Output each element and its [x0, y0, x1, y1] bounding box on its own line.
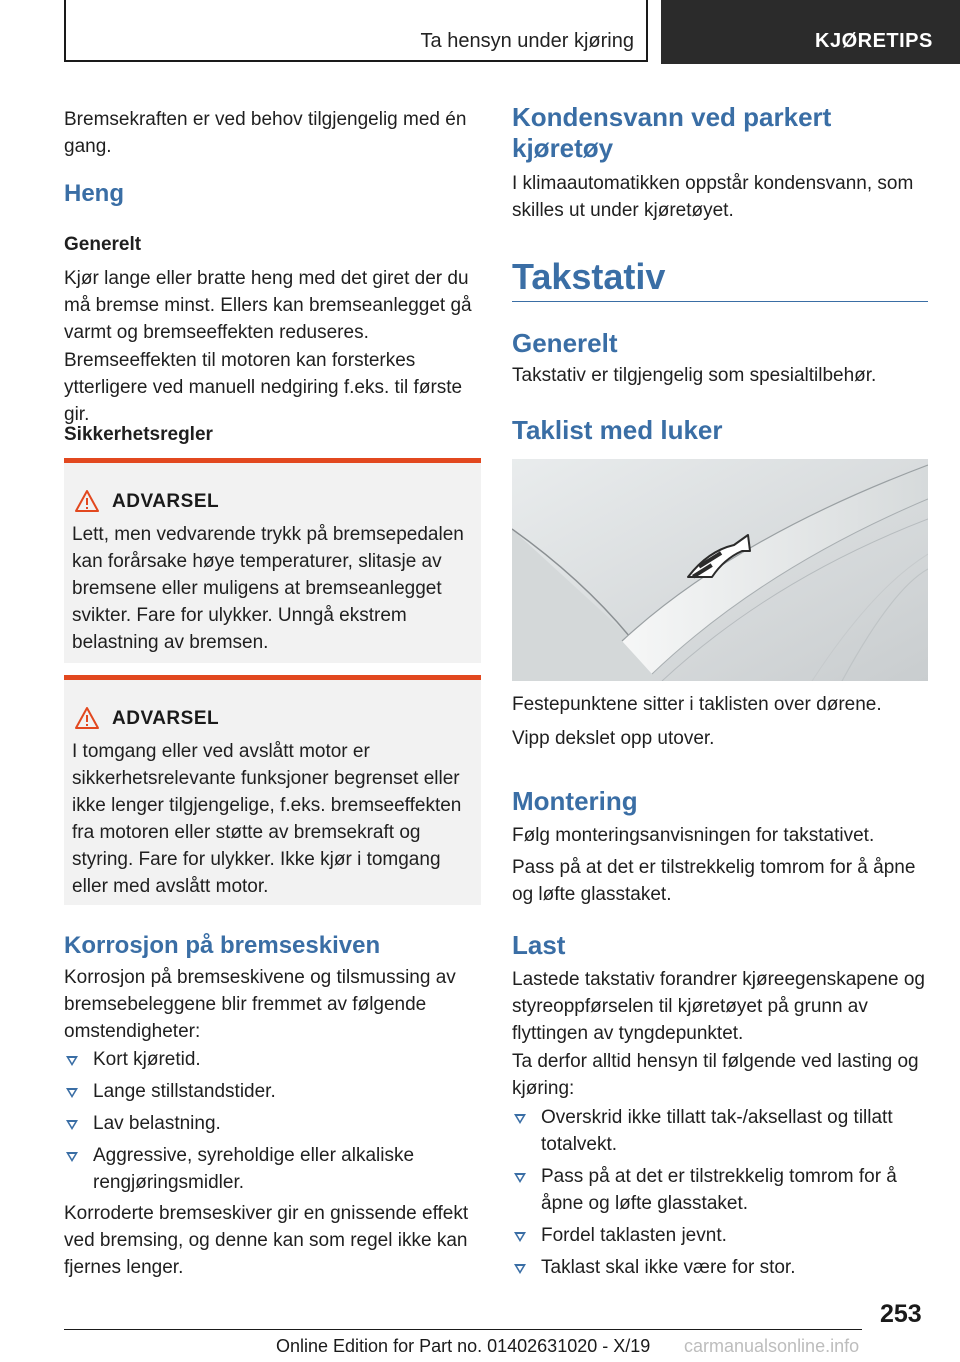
kondensvann-paragraph: I klimaautomatikken oppstår kondensvann, som skilles ut under kjøretøyet. [512, 173, 914, 221]
header-section-tab [64, 0, 648, 62]
footer-edition: Online Edition for Part no. 01402631020 - X/19 [276, 1336, 651, 1356]
section-divider [512, 301, 928, 302]
page-number: 253 [880, 1300, 922, 1328]
korrosjon-list [64, 1046, 482, 1196]
last-paragraph-2: Ta derfor alltid hensyn til følgende ved lasting og kjøring: [512, 1051, 919, 1099]
list-item: Overskrid ikke tillatt tak-/aksellast og tillatt totalvekt. [512, 1104, 928, 1158]
generelt-paragraph-1: Kjør lange eller bratte heng med det giret der du må bremse minst. Ellers kan bremseanlegget gå varmt og bremseeffekten reduseres. [64, 268, 472, 343]
list-item: Aggressive, syreholdige eller alkaliske rengjøringsmidler. [64, 1142, 482, 1196]
heading-sikkerhetsregler: Sikkerhetsregler [64, 424, 213, 445]
warning-box-1 [64, 458, 481, 663]
roof-rail-photo [512, 459, 928, 681]
warning-2-title: ADVARSEL [112, 708, 220, 729]
list-item: Lange stillstandstider. [64, 1078, 482, 1105]
heading-last: Last [512, 930, 566, 960]
list-item: Taklast skal ikke være for stor. [512, 1254, 928, 1281]
list-item: Lav belastning. [64, 1110, 482, 1137]
heading-heng: Heng [64, 180, 124, 207]
heading-kondensvann: Kondensvann ved parkert kjøretøy [512, 102, 832, 163]
list-item: Kort kjøretid. [64, 1046, 482, 1073]
montering-paragraph-2: Pass på at det er tilstrekkelig tomrom for å åpne og løfte glasstaket. [512, 857, 916, 905]
korrosjon-paragraph-2: Korroderte bremseskiver gir en gnissende effekt ved bremsing, og denne kan som regel ikke kan fjernes lenger. [64, 1203, 469, 1278]
generelt-right-paragraph: Takstativ er tilgjengelig som spesialtilbehør. [512, 365, 877, 386]
heading-korrosjon: Korrosjon på bremseskiven [64, 932, 381, 959]
header-section-title: Ta hensyn under kjøring [420, 30, 634, 52]
intro-paragraph: Bremsekraften er ved behov tilgjengelig med én gang. [64, 109, 467, 157]
warning-1-title: ADVARSEL [112, 491, 220, 512]
warning-triangle-icon [74, 489, 100, 513]
roof-rail-illustration [512, 459, 928, 681]
list-item: Fordel taklasten jevnt. [512, 1222, 928, 1249]
heading-generelt-left: Generelt [64, 234, 142, 255]
generelt-paragraph-2: Bremseeffekten til motoren kan forsterkes ytterligere ved manuell nedgiring f.eks. til første gir. [64, 350, 463, 425]
last-list [512, 1104, 928, 1281]
last-paragraph-1: Lastede takstativ forandrer kjøreegenskapene og styreoppførselen til kjøretøyet på grunn av flyttingen av tyngdepunktet. [512, 969, 925, 1044]
footer-watermark[interactable]: carmanualsonline.info [684, 1336, 860, 1356]
footer-divider [64, 1329, 862, 1330]
header-chapter-title: KJØRETIPS [815, 30, 933, 52]
korrosjon-paragraph-1: Korrosjon på bremseskivene og tilsmussing av bremsebeleggene blir fremmet av følgende omstendigheter: [64, 967, 456, 1042]
warning-box-2 [64, 675, 481, 905]
list-item: Pass på at det er tilstrekkelig tomrom for å åpne og løfte glasstaket. [512, 1163, 928, 1217]
warning-triangle-icon [74, 706, 100, 730]
taklist-paragraph-2: Vipp dekslet opp utover. [512, 728, 715, 749]
montering-paragraph-1: Følg monteringsanvisningen for takstativet. [512, 825, 875, 846]
taklist-paragraph-1: Festepunktene sitter i taklisten over dørene. [512, 694, 882, 715]
warning-2-text: I tomgang eller ved avslått motor er sikkerhetsrelevante funksjoner begrenset eller ikke lenger tilgjengelige, f.eks. bremseeffekten fra motoren eller støtte av bremsekraft og styring. Fare for ulykker. Ikke kjør i tomgang eller med avslått motor. [72, 741, 462, 897]
heading-takstativ: Takstativ [512, 256, 666, 297]
heading-montering: Montering [512, 786, 638, 816]
heading-taklist: Taklist med luker [512, 415, 723, 445]
warning-1-text: Lett, men vedvarende trykk på bremsepedalen kan forårsake høye temperaturer, slitasje av bremsene eller muligens at bremseanlegget svikter. Fare for ulykker. Unngå ekstrem belastning av bremsen. [72, 524, 464, 653]
header-chapter-tab [661, 0, 960, 64]
heading-generelt-right: Generelt [512, 328, 618, 358]
